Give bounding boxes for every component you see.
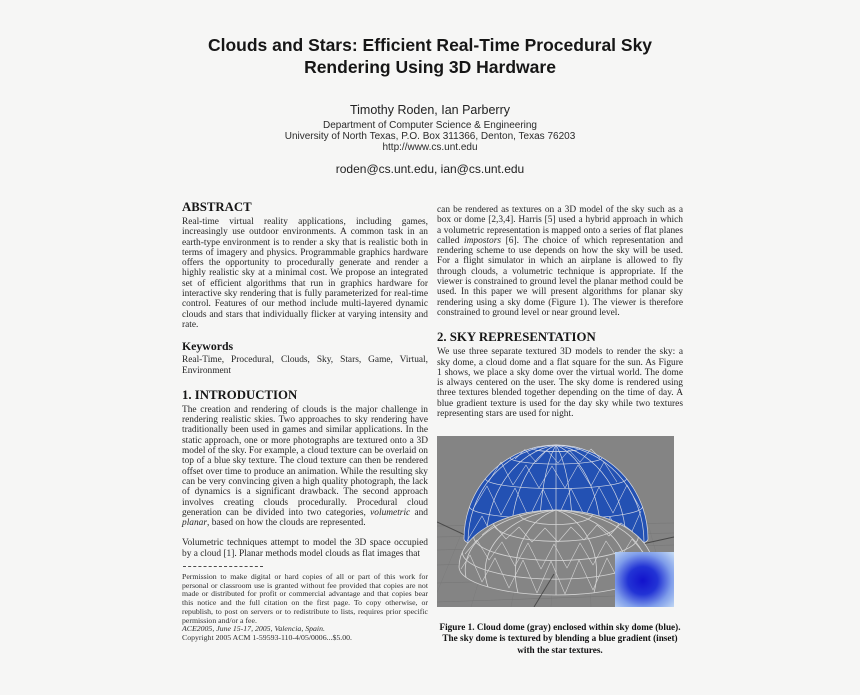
figure1-caption-line3: with the star textures. (517, 644, 603, 655)
footnote-text (182, 573, 428, 643)
introduction-heading: 1. INTRODUCTION (182, 387, 298, 402)
figure1-caption-line1: Figure 1. Cloud dome (gray) enclosed within sky dome (blue). (439, 622, 681, 632)
figure1-caption-line2: The sky dome is textured by blending a blue gradient (inset) (442, 633, 678, 644)
sky-representation-body: We use three separate textured 3D models to render the sky: a sky dome, a cloud dome and a flat square for the sun. As Figure 1 shows, we place a sky dome over the virtual world. The dome is always centered on the user. The sky dome is rendered using three textures blended together depending on the time of day. A blue gradient texture is used for the day sky while two textures representing stars are used for night. (437, 347, 683, 420)
affiliation-department: Department of Computer Science & Engineering (322, 120, 537, 131)
right-column (437, 200, 683, 670)
footnote-permission: Permission to make digital or hard copies of all or part of this work for personal or classroom use is granted without fee provided that copies are not made or distributed for profit or commercial advantage and that copies bear this notice and the full citation on the first page. To copy otherwise, or republish, to post on servers or to redistribute to lists, requires prior specific permission and/or a fee. (182, 572, 428, 625)
affiliation-university: University of North Texas, P.O. Box 311366, Denton, Texas 76203 (284, 131, 576, 142)
paper-title (0, 34, 860, 78)
abstract-heading: ABSTRACT (182, 200, 252, 214)
term-planar: planar (182, 518, 208, 529)
keywords-heading: Keywords (182, 339, 234, 354)
introduction-paragraph-2: Volumetric techniques attempt to model the 3D space occupied by a cloud [1]. Planar methods model clouds as flat images that (182, 538, 428, 559)
introduction-paragraph-1: The creation and rendering of clouds is the major challenge in rendering realistic skies. Two approaches to sky rendering have traditionally been used in games and similar applications. In the static approach, one or more photographs are textured onto a 3D model of the sky. For example, a cloud texture can be overlaid on top of a blue sky texture. The cloud texture can then be rendered offset over time to produce an animation. While the resulting sky can be very convincing given a high quality photograph, the lack of dynamics is a significant drawback. The second approach involves creating clouds procedurally. Procedural cloud generation can be divided into two categories, volumetric and planar, based on how the clouds are represented. (182, 404, 428, 529)
term-volumetric: volumetric (370, 507, 411, 518)
keywords-body: Real-Time, Procedural, Clouds, Sky, Stars, Game, Virtual, Environment (182, 355, 428, 376)
footnote-conference: ACE2005, June 15-17, 2005, Valencia, Spain. (182, 624, 325, 634)
paper-title-line1: Clouds and Stars: Efficient Real-Time Procedural Sky (207, 35, 653, 55)
footnote-copyright: Copyright 2005 ACM 1-59593-110-4/05/0006...$5.00. (182, 632, 352, 642)
figure1-image (437, 436, 674, 607)
copyright-footnote (182, 566, 428, 643)
paper-title-line2: Rendering Using 3D Hardware (304, 57, 556, 77)
sky-representation-heading: 2. SKY REPRESENTATION (437, 330, 596, 345)
author-names: Timothy Roden, Ian Parberry (349, 103, 511, 117)
affiliation-website: http://www.cs.unt.edu (382, 142, 478, 153)
left-column (182, 200, 428, 670)
author-emails: roden@cs.unt.edu, ian@cs.unt.edu (335, 162, 525, 176)
column2-paragraph-1: can be rendered as textures on a 3D model of the sky such as a box or dome [2,3,4]. Harris [5] used a hybrid approach in which a volumetric representation is mapped onto a series of flat planes called impostors [6]. The choice of which representation and rendering scheme to use depends on how the sky will be used. For a flight simulator in which an airplane is allowed to fly through clouds, a volumetric technique is appropriate. If the viewer is constrained to ground level the planar method could be used. In this paper we will present algorithms for planar sky rendering using a sky dome (Figure 1). The viewer is therefore constrained to ground level or near ground level. (437, 205, 683, 318)
term-impostors: impostors (464, 235, 502, 246)
gradient-inset (615, 552, 674, 607)
abstract-body: Real-time virtual reality applications, including games, increasingly use outdoor environments. A common task in an earth-type environment is to render a sky that is realistic both in terms of imagery and physics. Programmable graphics hardware offers the opportunity to procedurally generate and render a highly realistic sky at a minimal cost. We propose an integrated set of efficient algorithms that run in graphics hardware for interactive sky rendering that is fully parameterized for real-time control. Features of our method include multi-layered dynamic clouds and stars that individually flicker at varying intensity and rate. (182, 217, 428, 330)
footnote-separator (183, 566, 263, 567)
figure1-caption (432, 622, 688, 656)
